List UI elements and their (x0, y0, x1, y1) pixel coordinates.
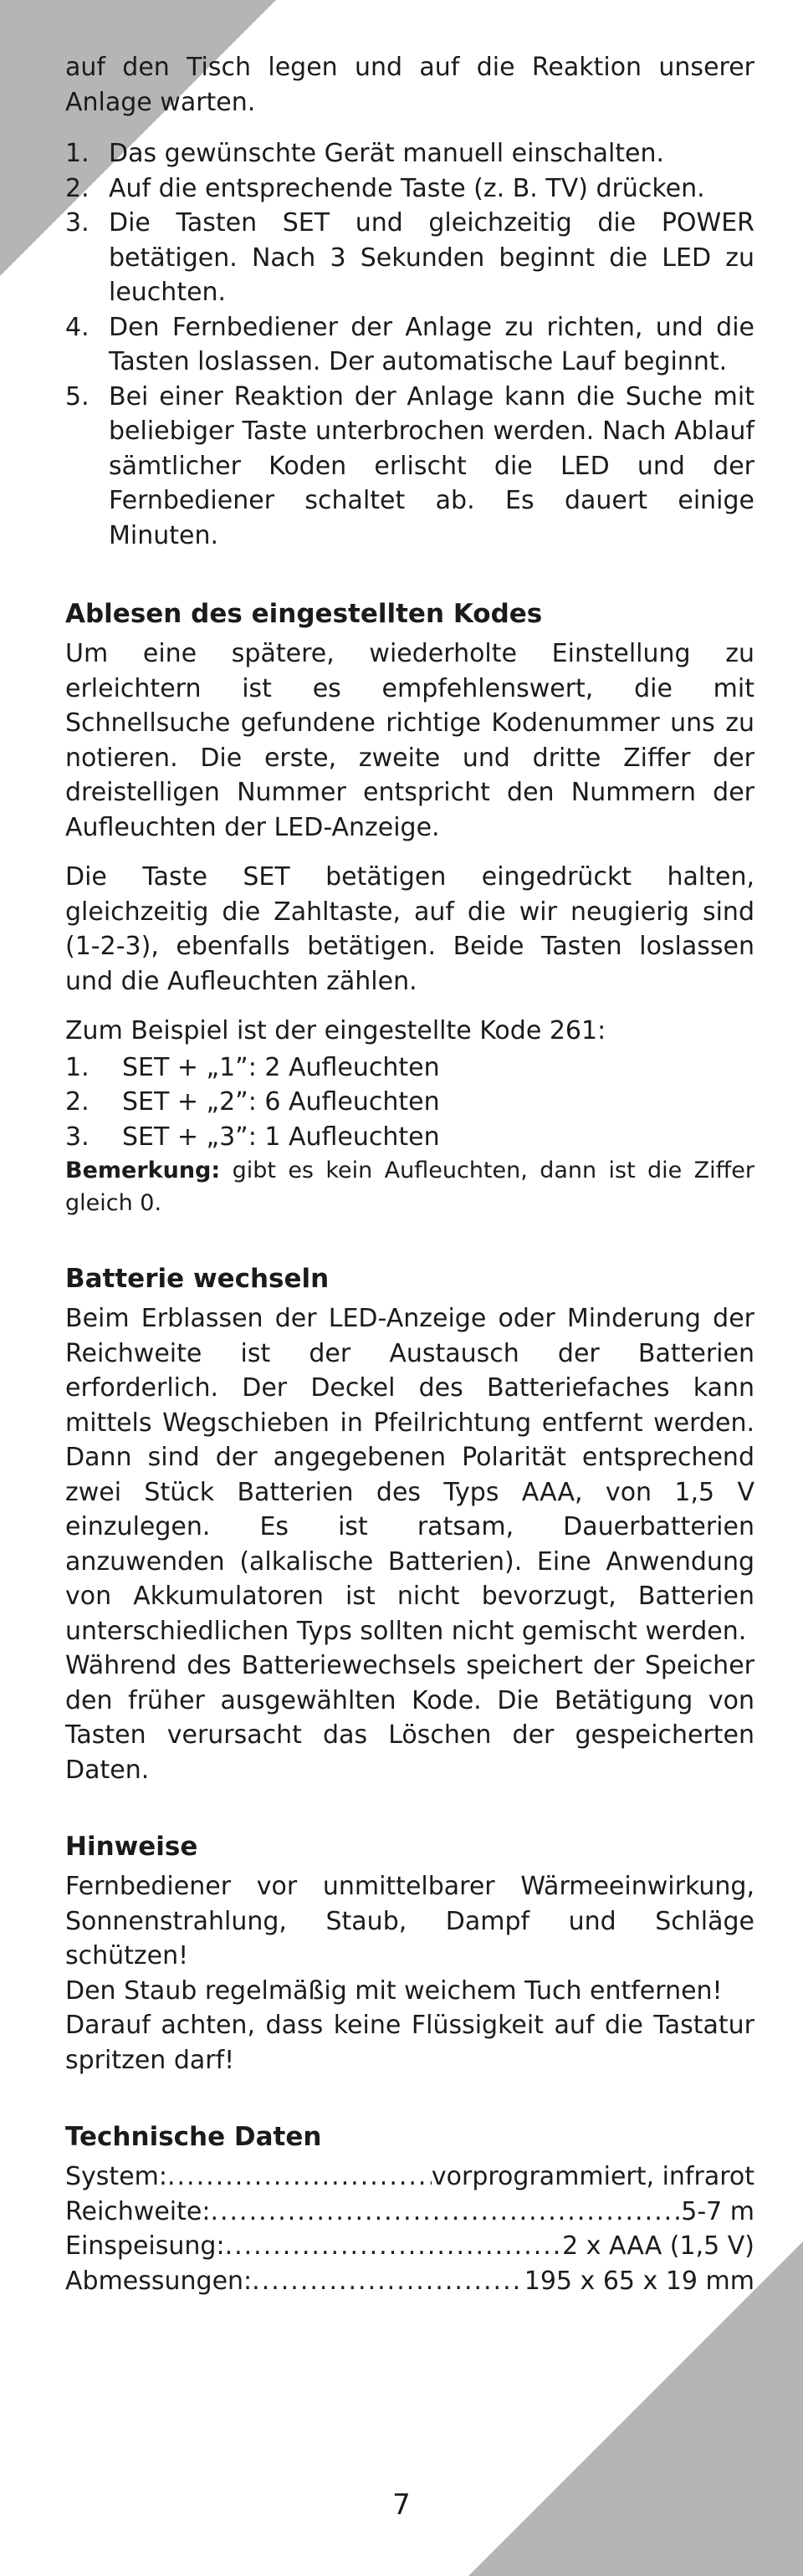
tech-label: Abmessungen: (65, 2266, 253, 2296)
leader-dots (225, 2229, 563, 2264)
list-item (65, 171, 754, 207)
list-number: 1. (65, 139, 90, 168)
remark-label: Bemerkung: (65, 1158, 221, 1183)
list-text: Auf die entsprechende Taste (z. B. TV) drücken. (109, 173, 705, 203)
remark-paragraph (65, 1154, 754, 1219)
list-number: 3. (65, 208, 90, 238)
list-text: Den Fernbediener der Anlage zu richten, und die Tasten loslassen. Der automatische Lauf beginnt. (109, 312, 754, 376)
leader-dots (210, 2195, 681, 2230)
section-heading-notes: Hinweise (65, 1832, 198, 1862)
tech-value: 2 x AAA (1,5 V) (562, 2231, 754, 2261)
search-steps-list (65, 136, 754, 553)
tech-value: 5-7 m (681, 2196, 754, 2226)
tech-label: System: (65, 2162, 167, 2191)
leader-dots (167, 2159, 432, 2195)
reading-paragraph-1: Um eine spätere, wiederholte Einstellung zu erleichtern ist es empfehlenswert, die mit Schnellsuche gefundene richtige Kodenummer uns zu notieren. Die erste, zweite und dritte Ziffer der dreistelligen Nummer entspricht den Nummern der Aufleuchten der LED-Anzeige. (65, 639, 754, 842)
battery-paragraph-1: Beim Erblassen der LED-Anzeige oder Minderung der Reichweite ist der Austausch der Batterien erforderlich. Der Deckel des Batteriefaches kann mittels Wegschieben in Pfeilrichtung entfernt werden. Dann sind der angegebenen Polarität entsprechend zwei Stück Batterien des Typs AAA, von 1,5 V einzulegen. Es ist ratsam, Dauerbatterien anzuwenden (alkalische Batterien). Eine Anwendung von Akkumulatoren ist nicht bevorzugt, Batterien unterschiedlichen Typs sollten nicht gemischt werden. (65, 1304, 754, 1646)
intro-paragraph: auf den Tisch legen und auf die Reaktion unserer Anlage warten. (65, 53, 754, 117)
section-heading-battery: Batterie wechseln (65, 1264, 330, 1294)
list-number: 3. (65, 1122, 90, 1152)
tech-row (65, 2264, 754, 2299)
list-text: Das gewünschte Gerät manuell einschalten. (109, 139, 665, 168)
reading-paragraph-2: Die Taste SET betätigen eingedrückt halten, gleichzeitig die Zahltaste, auf die wir neugierig sind (1-2-3), ebenfalls betätigen. Beide Tasten loslassen und die Aufleuchten zählen. (65, 862, 754, 996)
list-item (65, 310, 754, 380)
tech-value: 195 x 65 x 19 mm (524, 2266, 754, 2296)
example-list (65, 1050, 754, 1155)
technical-data-table (65, 2159, 754, 2298)
tech-label: Reichweite: (65, 2196, 211, 2226)
list-text: SET + „3”: 1 Aufleuchten (122, 1122, 440, 1152)
list-item (65, 206, 754, 310)
list-item (65, 1050, 754, 1086)
list-number: 4. (65, 312, 90, 342)
notes-paragraph-3: Darauf achten, dass keine Flüssigkeit auf die Tastatur spritzen darf! (65, 2011, 754, 2075)
list-text: Die Tasten SET und gleichzeitig die POWER betätigen. Nach 3 Sekunden beginnt die LED zu leuchten. (109, 208, 754, 307)
tech-row (65, 2159, 754, 2195)
tech-value: vorprogrammiert, infrarot (431, 2162, 754, 2191)
notes-paragraph-1: Fernbediener vor unmittelbarer Wärmeeinwirkung, Sonnenstrahlung, Staub, Dampf und Schläge schützen! (65, 1872, 754, 1970)
list-text: SET + „1”: 2 Aufleuchten (122, 1052, 440, 1082)
tech-label: Einspeisung: (65, 2231, 225, 2261)
section-heading-technical-data: Technische Daten (65, 2122, 322, 2152)
tech-row (65, 2195, 754, 2230)
tech-row (65, 2229, 754, 2264)
battery-paragraph-2: Während des Batteriewechsels speichert der Speicher den früher ausgewählten Kode. Die Betätigung von Tasten verursacht das Löschen der gespeicherten Daten. (65, 1651, 754, 1785)
leader-dots (252, 2264, 524, 2299)
list-text: SET + „2”: 6 Aufleuchten (122, 1087, 440, 1117)
list-number: 2. (65, 173, 90, 203)
page-number: 7 (392, 2488, 411, 2522)
list-number: 2. (65, 1087, 90, 1117)
section-heading-reading-code: Ablesen des eingestellten Kodes (65, 599, 543, 629)
list-item (65, 136, 754, 171)
list-item (65, 1085, 754, 1120)
list-item (65, 1120, 754, 1155)
notes-paragraph-2: Den Staub regelmäßig mit weichem Tuch entfernen! (65, 1975, 723, 2006)
list-item (65, 380, 754, 554)
list-number: 1. (65, 1052, 90, 1082)
list-number: 5. (65, 381, 90, 411)
manual-page (65, 50, 754, 2298)
remark-text: gibt es kein Aufleuchten, dann ist die Ziffer gleich 0. (65, 1158, 754, 1216)
example-line: Zum Beispiel ist der eingestellte Kode 261: (65, 1016, 606, 1045)
list-text: Bei einer Reaktion der Anlage kann die Suche mit beliebiger Taste unterbrochen werden. Nach Ablauf sämtlicher Koden erlischt die LED und der Fernbediener schaltet ab. Es dauert einige Minuten. (109, 381, 754, 550)
